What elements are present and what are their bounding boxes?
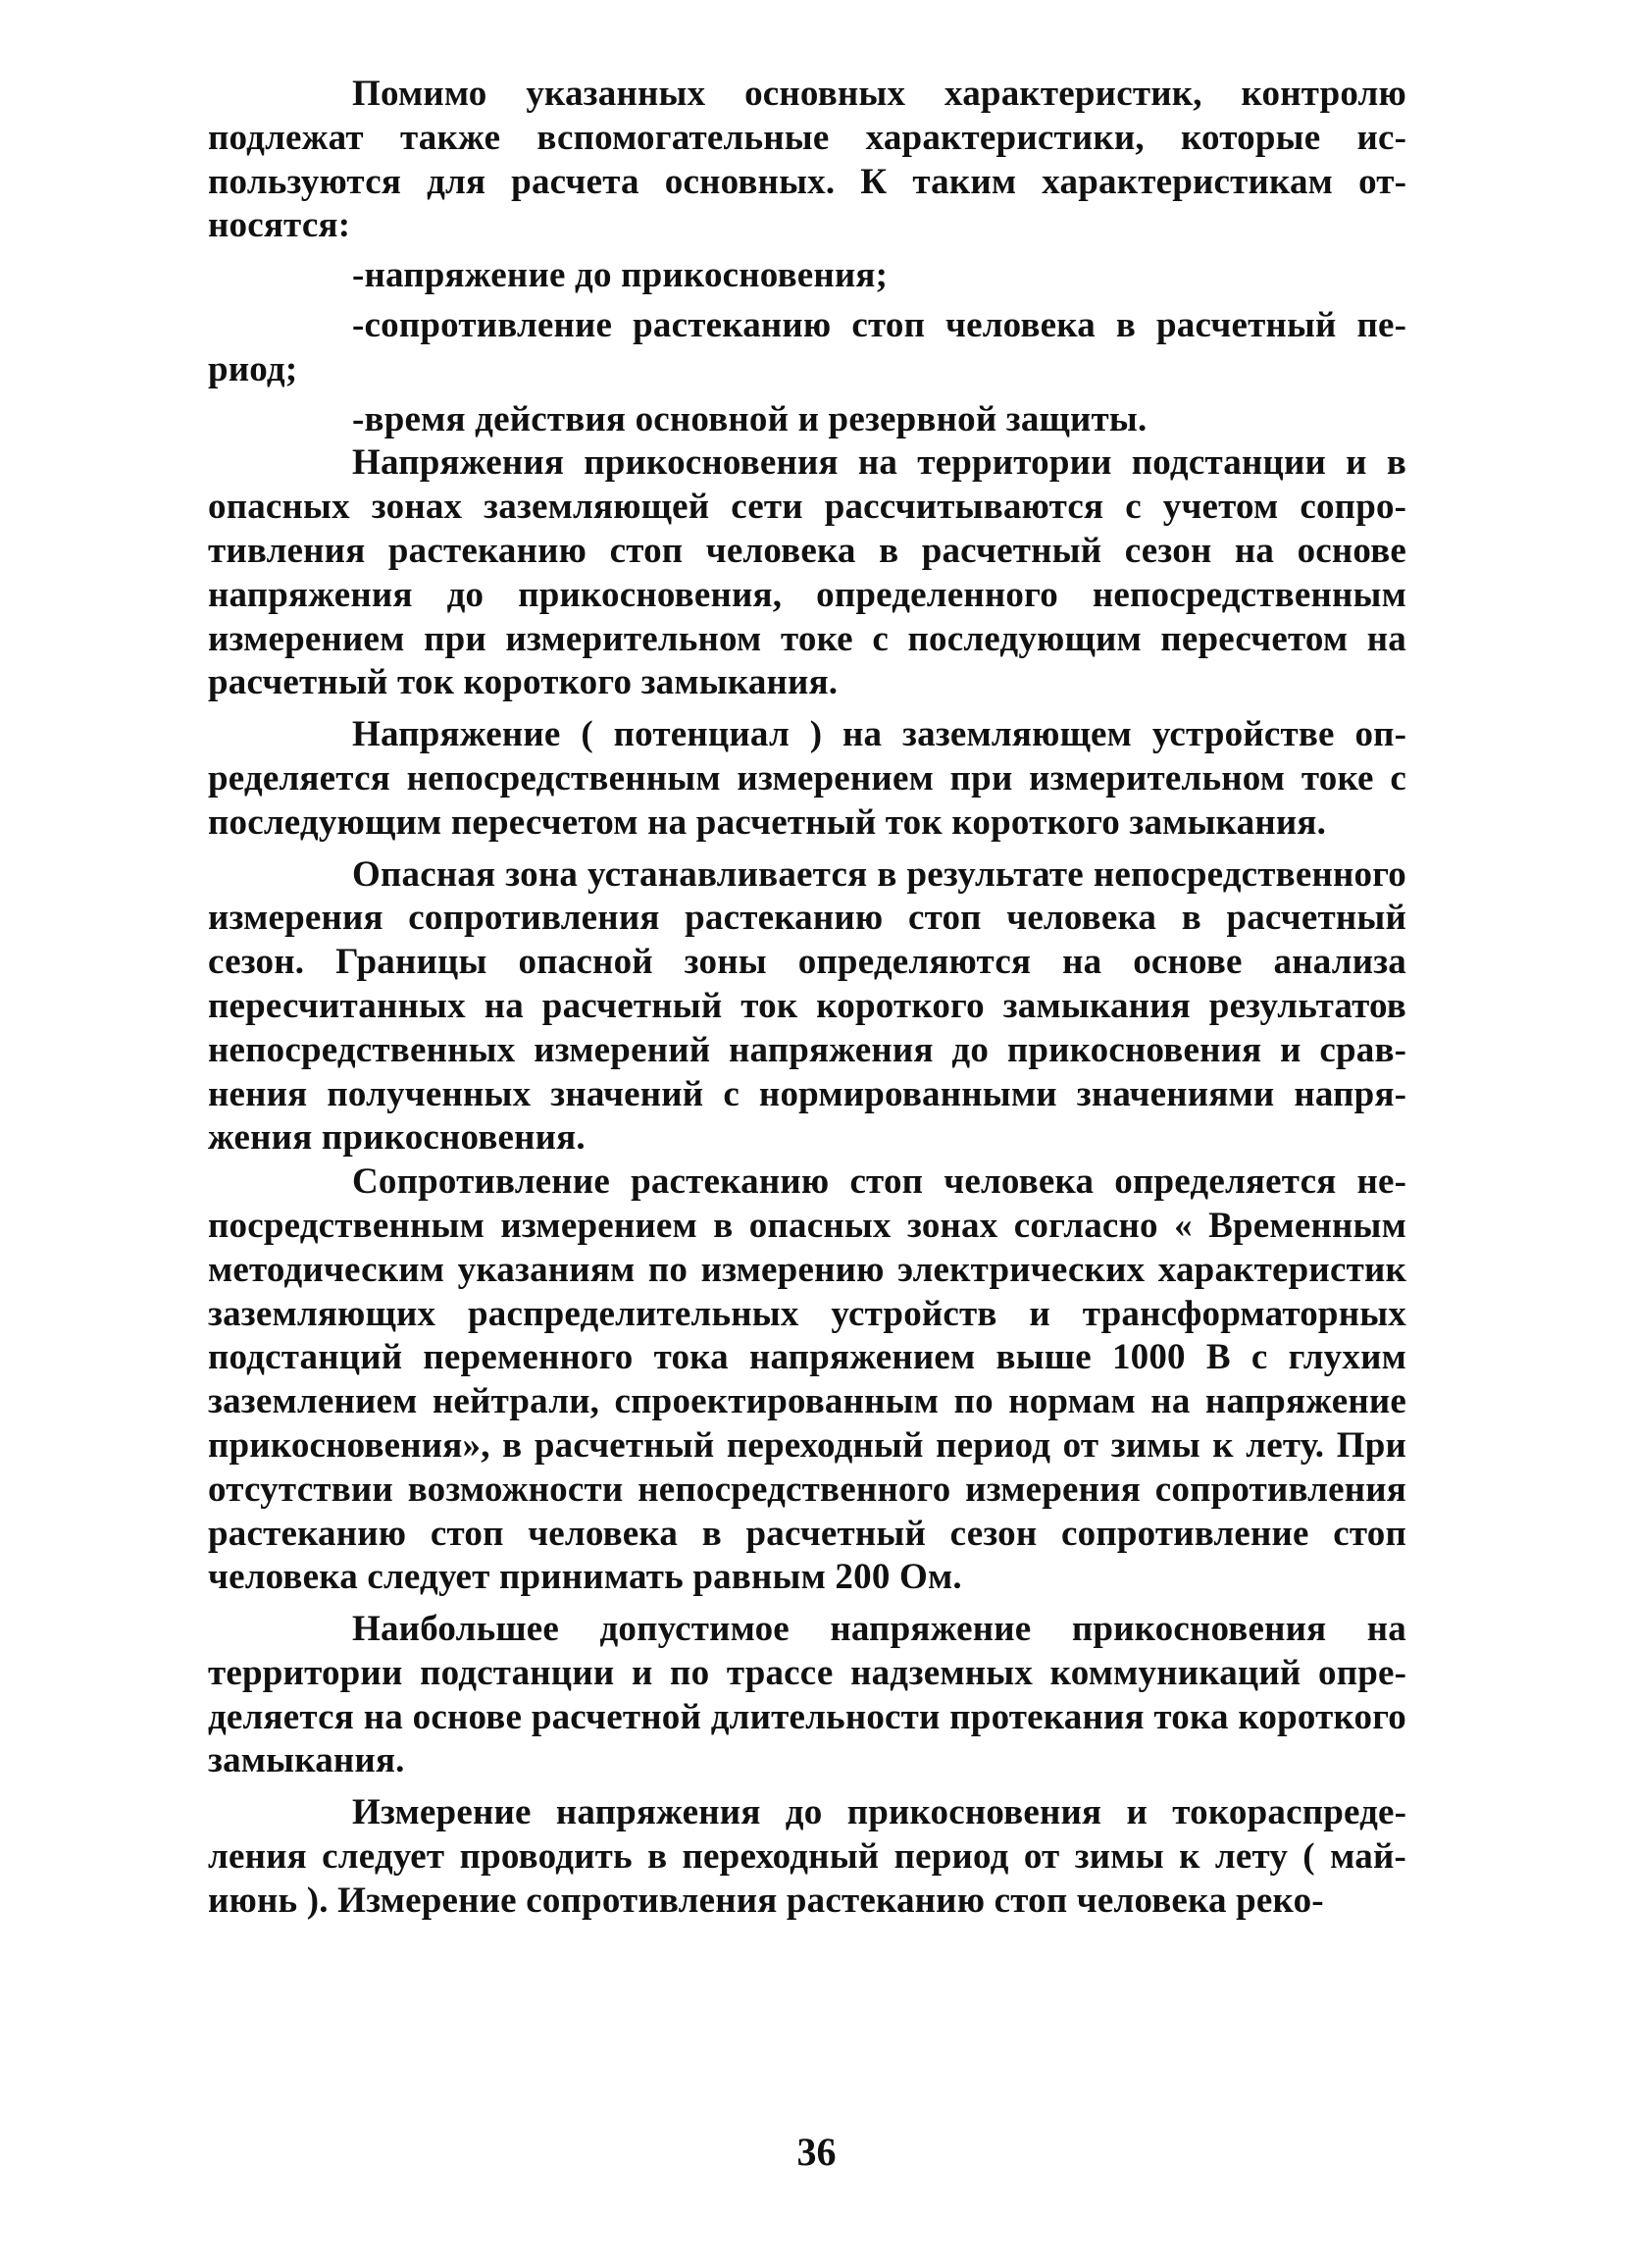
page-number: 36 [796,2130,837,2174]
paragraph-measurement-period: Измерение напряжения до прикосновения и токораспределения следует проводить в переходный период от зимы к лету ( май-июнь ). Измерение сопротивления растеканию стоп человека реко- [208,1792,1406,1921]
paragraph-touch-voltages: Напряжения прикосновения на территории подстанции и в опасных зонах заземляющей сети рассчитываются с учетом сопротивления растеканию стоп человека в расчетный сезон на основе напряжения до прикосновения, определенного непосредственным измерением при измерительном токе с последующим пересчетом на расчетный ток короткого замыкания. [208,442,1406,703]
paragraph-danger-zone: Опасная зона устанавливается в результате непосредственного измерения сопротивления растеканию стоп человека в расчетный сезон. Границы опасной зоны определяются на основе анализа пересчитанных на расчетный ток короткого замыкания результатов непосредственных измерений напряжения до прикосновения и сравнения полученных значений с нормированными значениями напряжения прикосновения. [208,853,1406,1159]
paragraph-intro: Помимо указанных основных характеристик, контролю подлежат также вспомогательные характеристики, которые используются для расчета основных. К таким характеристикам относятся: [208,74,1406,246]
list-item-foot-resistance: -сопротивление растеканию стоп человека в расчетный период; [208,304,1406,389]
body-text [208,73,1406,1924]
list-item-touch-voltage: -напряжение до прикосновения; [352,255,889,296]
paragraph-potential: Напряжение ( потенциал ) на заземляющем устройстве определяется непосредственным измерением при измерительном токе с последующим пересчетом на расчетный ток короткого замыкания. [208,714,1406,843]
paragraph-foot-resistance: Сопротивление растеканию стоп человека определяется непосредственным измерением в опасных зонах согласно « Временным методическим указаниям по измерению электрических характеристик заземляющих распределительных устройств и трансформаторных подстанций переменного тока напряжением выше 1000 В с глухим заземлением нейтрали, спроектированным по нормам на напряжение прикосновения», в расчетный переходный период от зимы к лету. При отсутствии возможности непосредственного измерения сопротивления растеканию стоп человека в расчетный сезон сопротивление стоп человека следует принимать равным 200 Ом. [208,1161,1406,1598]
paragraph-max-voltage: Наибольшее допустимое напряжение прикосновения на территории подстанции и по трассе надземных коммуникаций определяется на основе расчетной длительности протекания тока короткого замыкания. [208,1609,1406,1781]
list-item-protection-time: -время действия основной и резервной защиты. [352,398,1148,439]
